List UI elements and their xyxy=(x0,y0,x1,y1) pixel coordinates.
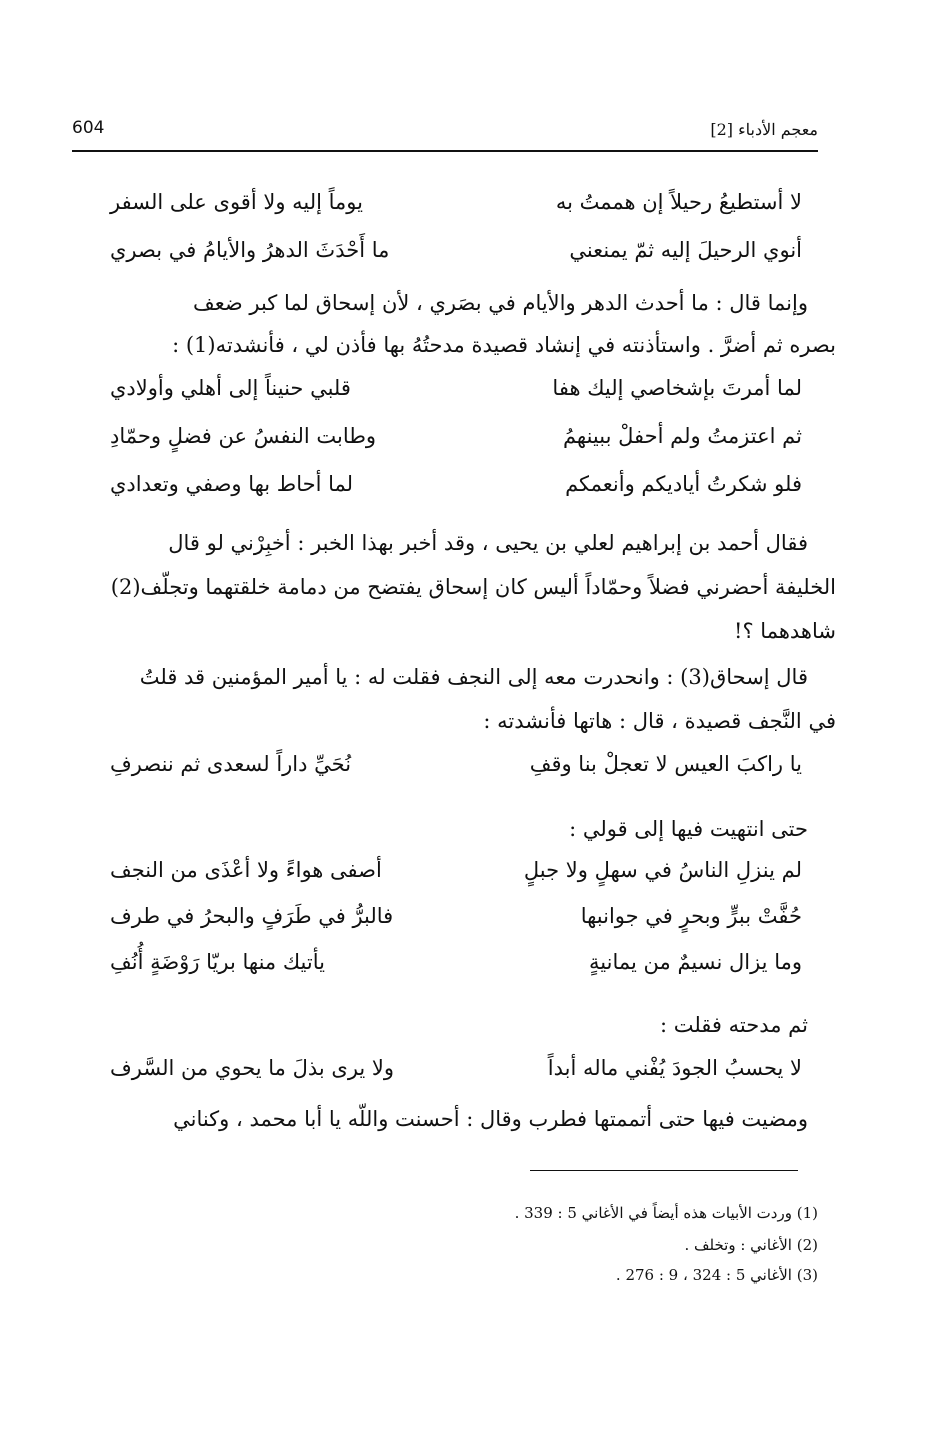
verse-first-hemistich: فلو شكرتُ أياديكم وأنعمكم xyxy=(565,472,802,496)
verse-second-hemistich: ما أَحْدَثَ الدهرُ والأيامُ في بصري xyxy=(110,238,390,262)
verse-second-hemistich: وطابت النفسُ عن فضلٍ وحمّادِ xyxy=(110,424,377,448)
verse-second-hemistich: قلبي حنيناً إلى أهلي وأولادي xyxy=(110,376,351,400)
verse-second-hemistich: أصفى هواءً ولا أعْذَى من النجف xyxy=(110,858,382,882)
verse-second-hemistich: لما أحاط بها وصفي وتعدادي xyxy=(110,472,354,496)
footnote: (1) وردت الأبيات هذه أيضاً في الأغاني 5 : 339 . xyxy=(514,1204,818,1222)
prose-line: وإنما قال : ما أحدث الدهر والأيام في بصَري ، لأن إسحاق لما كبر ضعف xyxy=(193,291,808,315)
verse-second-hemistich: ولا يرى بذلَ ما يحوي من السَّرف xyxy=(110,1056,395,1080)
prose-line: شاهدهما ؟! xyxy=(734,619,836,643)
verse-line xyxy=(70,190,822,224)
prose-line: ومضيت فيها حتى أتممتها فطرب وقال : أحسنت واللّه يا أبا محمد ، وكناني xyxy=(173,1107,808,1131)
prose-line: بصره ثم أضرَّ . واستأذنته في إنشاد قصيدة مدحتُهُ بها فأذن لي ، فأنشدته(1) : xyxy=(172,333,836,357)
verse-second-hemistich: نُحَيِّ داراً لسعدى ثم ننصرفِ xyxy=(110,752,352,776)
running-title: معجم الأدباء [2] xyxy=(710,120,818,139)
verse-line xyxy=(70,376,822,410)
verse-second-hemistich: فالبرُّ في طَرَفٍ والبحرُ في طرف xyxy=(110,904,394,928)
prose-line: حتى انتهيت فيها إلى قولي : xyxy=(569,817,808,841)
prose-line: فقال أحمد بن إبراهيم لعلي بن يحيى ، وقد أخبر بهذا الخبر : أخبِرْني لو قال xyxy=(168,531,808,555)
verse-line xyxy=(70,424,822,458)
verse-line xyxy=(70,950,822,984)
footnote-rule xyxy=(530,1170,798,1171)
verse-first-hemistich: لم ينزلِ الناسُ في سهلٍ ولا جبلٍ xyxy=(523,858,802,882)
verse-first-hemistich: حُفَّتْ ببرٍّ وبحرٍ في جوانبها xyxy=(580,904,802,928)
verse-first-hemistich: لا يحسبُ الجودَ يُفْني ماله أبداً xyxy=(547,1056,802,1080)
verse-line xyxy=(70,472,822,506)
prose-line: الخليفة أحضرني فضلاً وحمّاداً أليس كان إسحاق يفتضح من دمامة خلقتهما وتجلّف(2) xyxy=(110,575,836,599)
verse-first-hemistich: وما يزال نسيمٌ من يمانيةٍ xyxy=(589,950,802,974)
header-rule xyxy=(72,150,818,152)
verse-line xyxy=(70,904,822,938)
verse-first-hemistich: لا أستطيعُ رحيلاً إن هممتُ به xyxy=(555,190,802,214)
prose-line: ثم مدحته فقلت : xyxy=(659,1013,808,1037)
verse-first-hemistich: يا راكبَ العيس لا تعجلْ بنا وقفِ xyxy=(529,752,802,776)
verse-line xyxy=(70,1056,822,1090)
page-number: 604 xyxy=(72,118,105,138)
verse-first-hemistich: ثم اعتزمتُ ولم أحفلْ ببينهمُ xyxy=(562,424,802,448)
verse-line xyxy=(70,858,822,892)
verse-second-hemistich: يوماً إليه ولا أقوى على السفر xyxy=(110,190,363,214)
prose-line: في النَّجف قصيدة ، قال : هاتها فأنشدته : xyxy=(483,709,836,733)
verse-line xyxy=(70,752,822,786)
footnote: (2) الأغاني : وتخلف . xyxy=(684,1236,818,1254)
verse-first-hemistich: لما أمرتَ بإشخاصي إليك هفا xyxy=(552,376,802,400)
verse-line xyxy=(70,238,822,272)
verse-first-hemistich: أنوي الرحيلَ إليه ثمّ يمنعني xyxy=(569,238,802,262)
page-header xyxy=(72,118,818,152)
verse-second-hemistich: يأتيك منها بريّا رَوْضَةٍ أُنُفِ xyxy=(110,950,325,974)
footnote: (3) الأغاني 5 : 324 ، 9 : 276 . xyxy=(615,1266,818,1284)
prose-line: قال إسحاق(3) : وانحدرت معه إلى النجف فقلت له : يا أمير المؤمنين قد قلتُ xyxy=(139,665,808,689)
